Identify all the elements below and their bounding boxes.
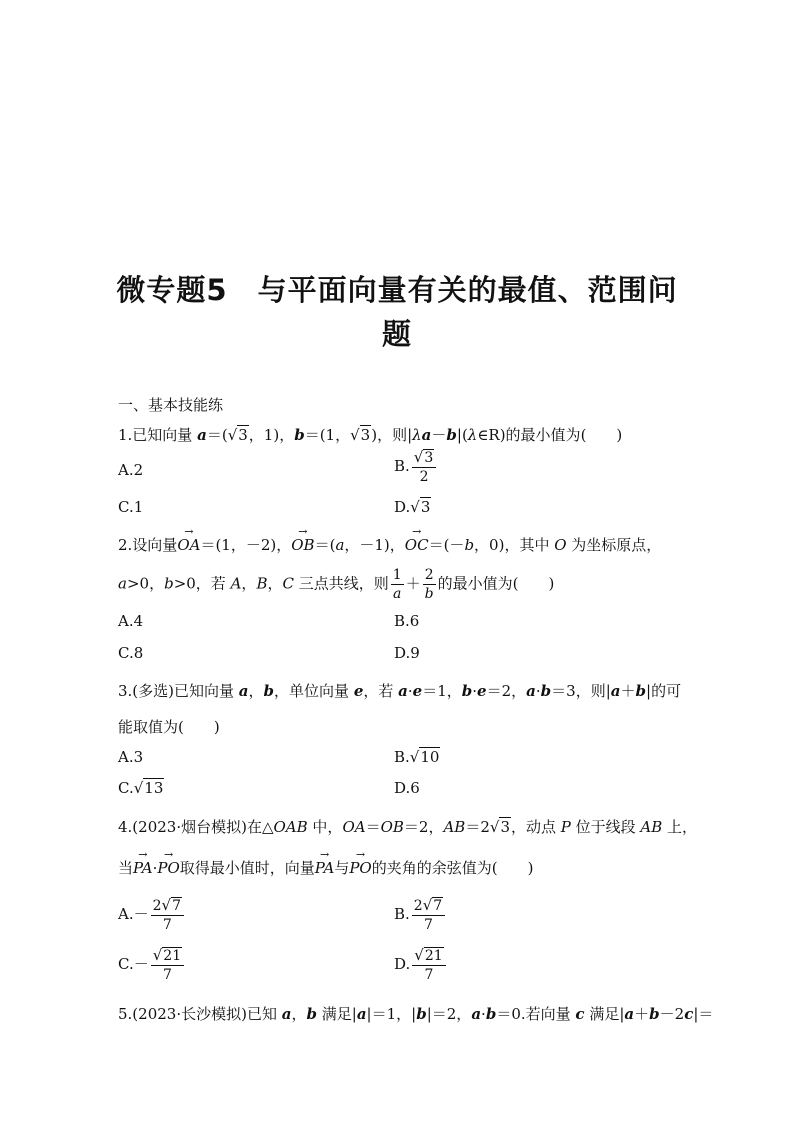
page-title: [100, 268, 694, 356]
question-1-option-b: B. $\frac{√3}{2}$: [394, 448, 438, 486]
question-4-option-d: D. $\frac{√21}{7}$: [394, 946, 448, 984]
question-2-option-a: A.4: [118, 612, 144, 630]
question-3-stem-line-2: 能取值为( ): [118, 718, 220, 736]
question-4-stem-line-2: 当→ PA·→ PO取得最小值时，向量→ PA与→ PO的夹角的余弦值为( ): [118, 857, 533, 878]
question-4-option-b: B. $\frac{2√7}{7}$: [394, 896, 447, 934]
title-line-2: 题: [381, 317, 412, 351]
question-2-option-b: B.6: [394, 612, 420, 630]
question-2-option-d: D.9: [394, 644, 420, 662]
question-1-option-c: C.1: [118, 498, 144, 516]
question-3-option-c: C.√13: [118, 779, 164, 797]
question-2-option-c: C.8: [118, 644, 144, 662]
question-4-option-c: C.－ $\frac{√21}{7}$: [118, 946, 186, 984]
question-3-stem-line-1: 3.(多选)已知向量 a，b，单位向量 e，若 a·e＝1，b·e＝2，a·b＝3，则|a＋b|的可: [118, 682, 682, 700]
question-1-stem: 1.已知向量 a＝(√3，1)，b＝(1，√3)，则|λa－b|(λ∈R)的最小值为( ): [118, 426, 623, 444]
question-2-stem-line-1: 2.设向量→ OA＝(1，－2)，→ OB＝(a，－1)，→ OC＝(－b，0)，其中 O 为坐标原点，: [118, 534, 661, 555]
question-3-option-a: A.3: [118, 748, 144, 766]
question-4-option-a: A.－ $\frac{2√7}{7}$: [118, 896, 186, 934]
question-2-stem-line-2: a>0，b>0，若 A，B，C 三点共线，则 $\frac{1}{a}$ ＋ $\frac{2}{b}$ 的最小值为( ): [118, 567, 555, 602]
section-heading: 一、基本技能练: [118, 396, 224, 414]
question-3-option-d: D.6: [394, 779, 420, 797]
question-5-stem-line-1: 5.(2023·长沙模拟)已知 a，b 满足|a|＝1，|b|＝2，a·b＝0.若向量 c 满足|a＋b－2c|＝: [118, 1005, 714, 1023]
title-line-1: 微专题5 与平面向量有关的最值、范围问: [116, 273, 678, 307]
question-4-stem-line-1: 4.(2023·烟台模拟)在△OAB 中，OA＝OB＝2，AB＝2√3，动点 P 位于线段 AB 上，: [118, 818, 698, 836]
question-3-option-b: B.√10: [394, 748, 440, 766]
question-1-option-d: D.√3: [394, 498, 431, 516]
question-1-option-a: A.2: [118, 461, 144, 479]
